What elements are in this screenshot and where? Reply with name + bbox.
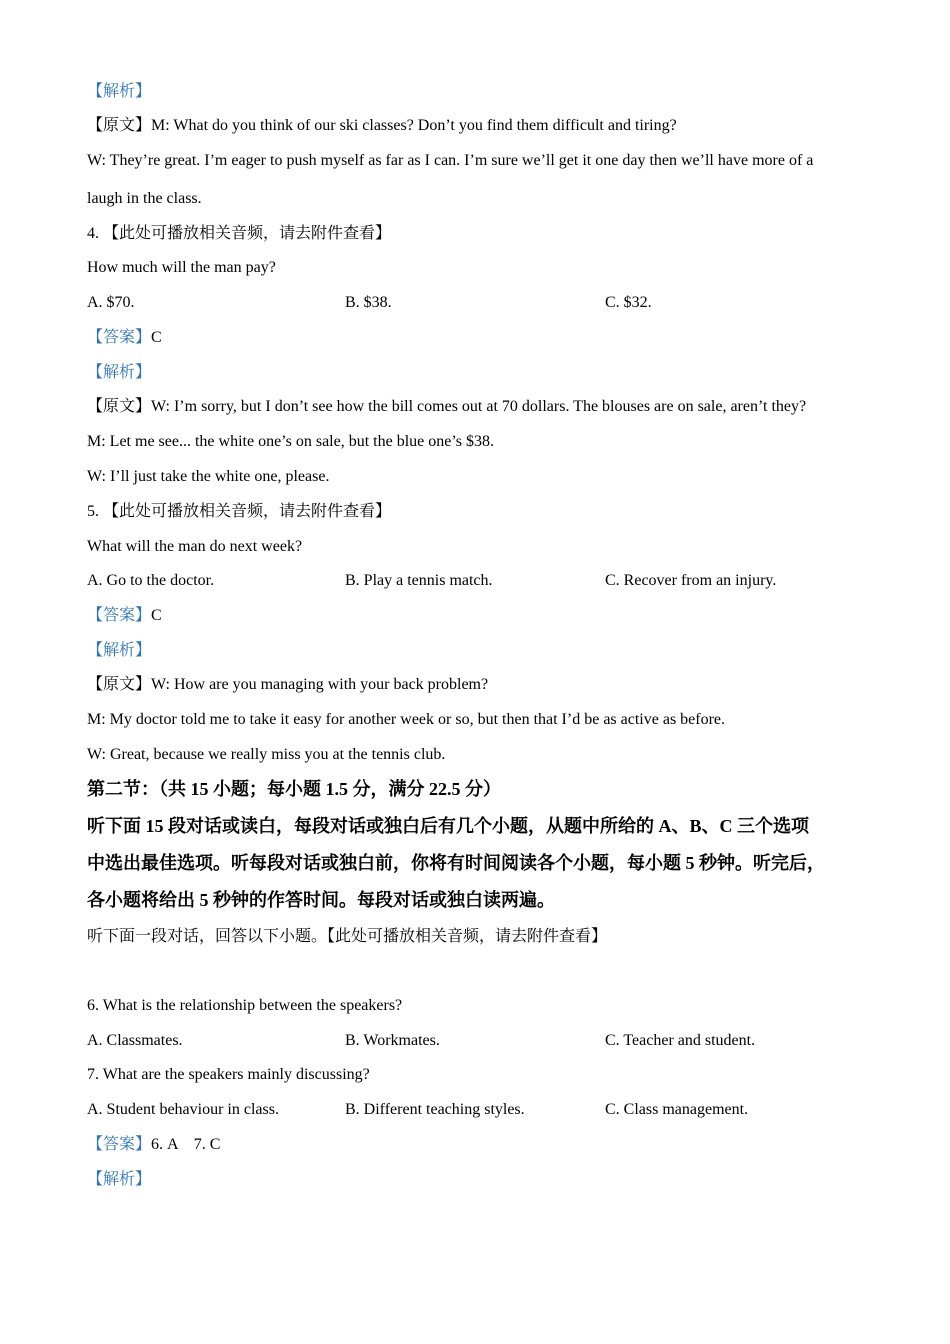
original-text-line: 【原文】W: How are you managing with your back problem? [87,676,489,693]
question-6-text: 6. What is the relationship between the speakers? [87,997,403,1014]
answer-label: 【答案】 [87,607,152,624]
question-5-text: What will the man do next week? [87,538,303,555]
answer-line: 【答案】C [87,329,162,346]
dialogue-intro: 听下面一段对话，回答以下小题。【此处可播放相关音频，请去附件查看】 [87,928,608,945]
dialogue-line: M: Let me see... the white one’s on sale, but the blue one’s $38. [87,433,495,450]
dialogue-line: laugh in the class. [87,190,202,207]
option-a: A. Student behaviour in class. [87,1101,279,1118]
question-4-header: 4. 【此处可播放相关音频，请去附件查看】 [87,225,392,242]
section-instructions: 听下面 15 段对话或读白，每段对话或独白后有几个小题，从题中所给的 A、B、C 三个选项 [87,816,810,836]
option-b: B. Different teaching styles. [345,1101,525,1118]
answer-line: 【答案】6. A 7. C [87,1136,221,1153]
option-b: B. Play a tennis match. [345,572,493,589]
original-label: 【原文】 [87,117,152,134]
analysis-label: 【解析】 [87,1171,152,1188]
audio-note: 【此处可播放相关音频，请去附件查看】 [327,928,608,945]
option-c: C. Recover from an injury. [605,572,777,589]
original-label: 【原文】 [87,676,152,693]
original-label: 【原文】 [87,398,152,415]
answer-label: 【答案】 [87,1136,152,1153]
analysis-label: 【解析】 [87,642,152,659]
original-text-line: 【原文】M: What do you think of our ski classes? Don’t you find them difficult and tiring? [87,117,677,134]
question-4-text: How much will the man pay? [87,259,276,276]
answer-label: 【答案】 [87,329,152,346]
question-5-header: 5. 【此处可播放相关音频，请去附件查看】 [87,503,392,520]
analysis-label: 【解析】 [87,83,152,100]
option-c: C. Teacher and student. [605,1032,756,1049]
analysis-label: 【解析】 [87,364,152,381]
option-a: A. Go to the doctor. [87,572,215,589]
option-a: A. $70. [87,294,135,311]
option-b: B. $38. [345,294,392,311]
section-instructions: 各小题将给出 5 秒钟的作答时间。每段对话或独白读两遍。 [87,890,555,910]
dialogue-line: M: My doctor told me to take it easy for another week or so, but then that I’d be as active as before. [87,711,726,728]
section-heading: 第二节：（共 15 小题；每小题 1.5 分，满分 22.5 分） [87,779,501,799]
dialogue-line: W: I’ll just take the white one, please. [87,468,330,485]
section-instructions: 中选出最佳选项。听每段对话或独白前，你将有时间阅读各个小题，每小题 5 秒钟。听完后， [87,853,825,873]
dialogue-line: W: They’re great. I’m eager to push myself as far as I can. I’m sure we’ll get it one day then we’ll have more of a [87,152,814,169]
option-c: C. Class management. [605,1101,749,1118]
audio-note: 【此处可播放相关音频，请去附件查看】 [103,503,392,520]
dialogue-line: W: Great, because we really miss you at the tennis club. [87,746,446,763]
audio-note: 【此处可播放相关音频，请去附件查看】 [103,225,392,242]
original-text-line: 【原文】W: I’m sorry, but I don’t see how the bill comes out at 70 dollars. The blouses are on sale, aren’t they? [87,398,807,415]
option-a: A. Classmates. [87,1032,183,1049]
option-b: B. Workmates. [345,1032,440,1049]
option-c: C. $32. [605,294,652,311]
question-7-text: 7. What are the speakers mainly discussing? [87,1066,370,1083]
answer-line: 【答案】C [87,607,162,624]
